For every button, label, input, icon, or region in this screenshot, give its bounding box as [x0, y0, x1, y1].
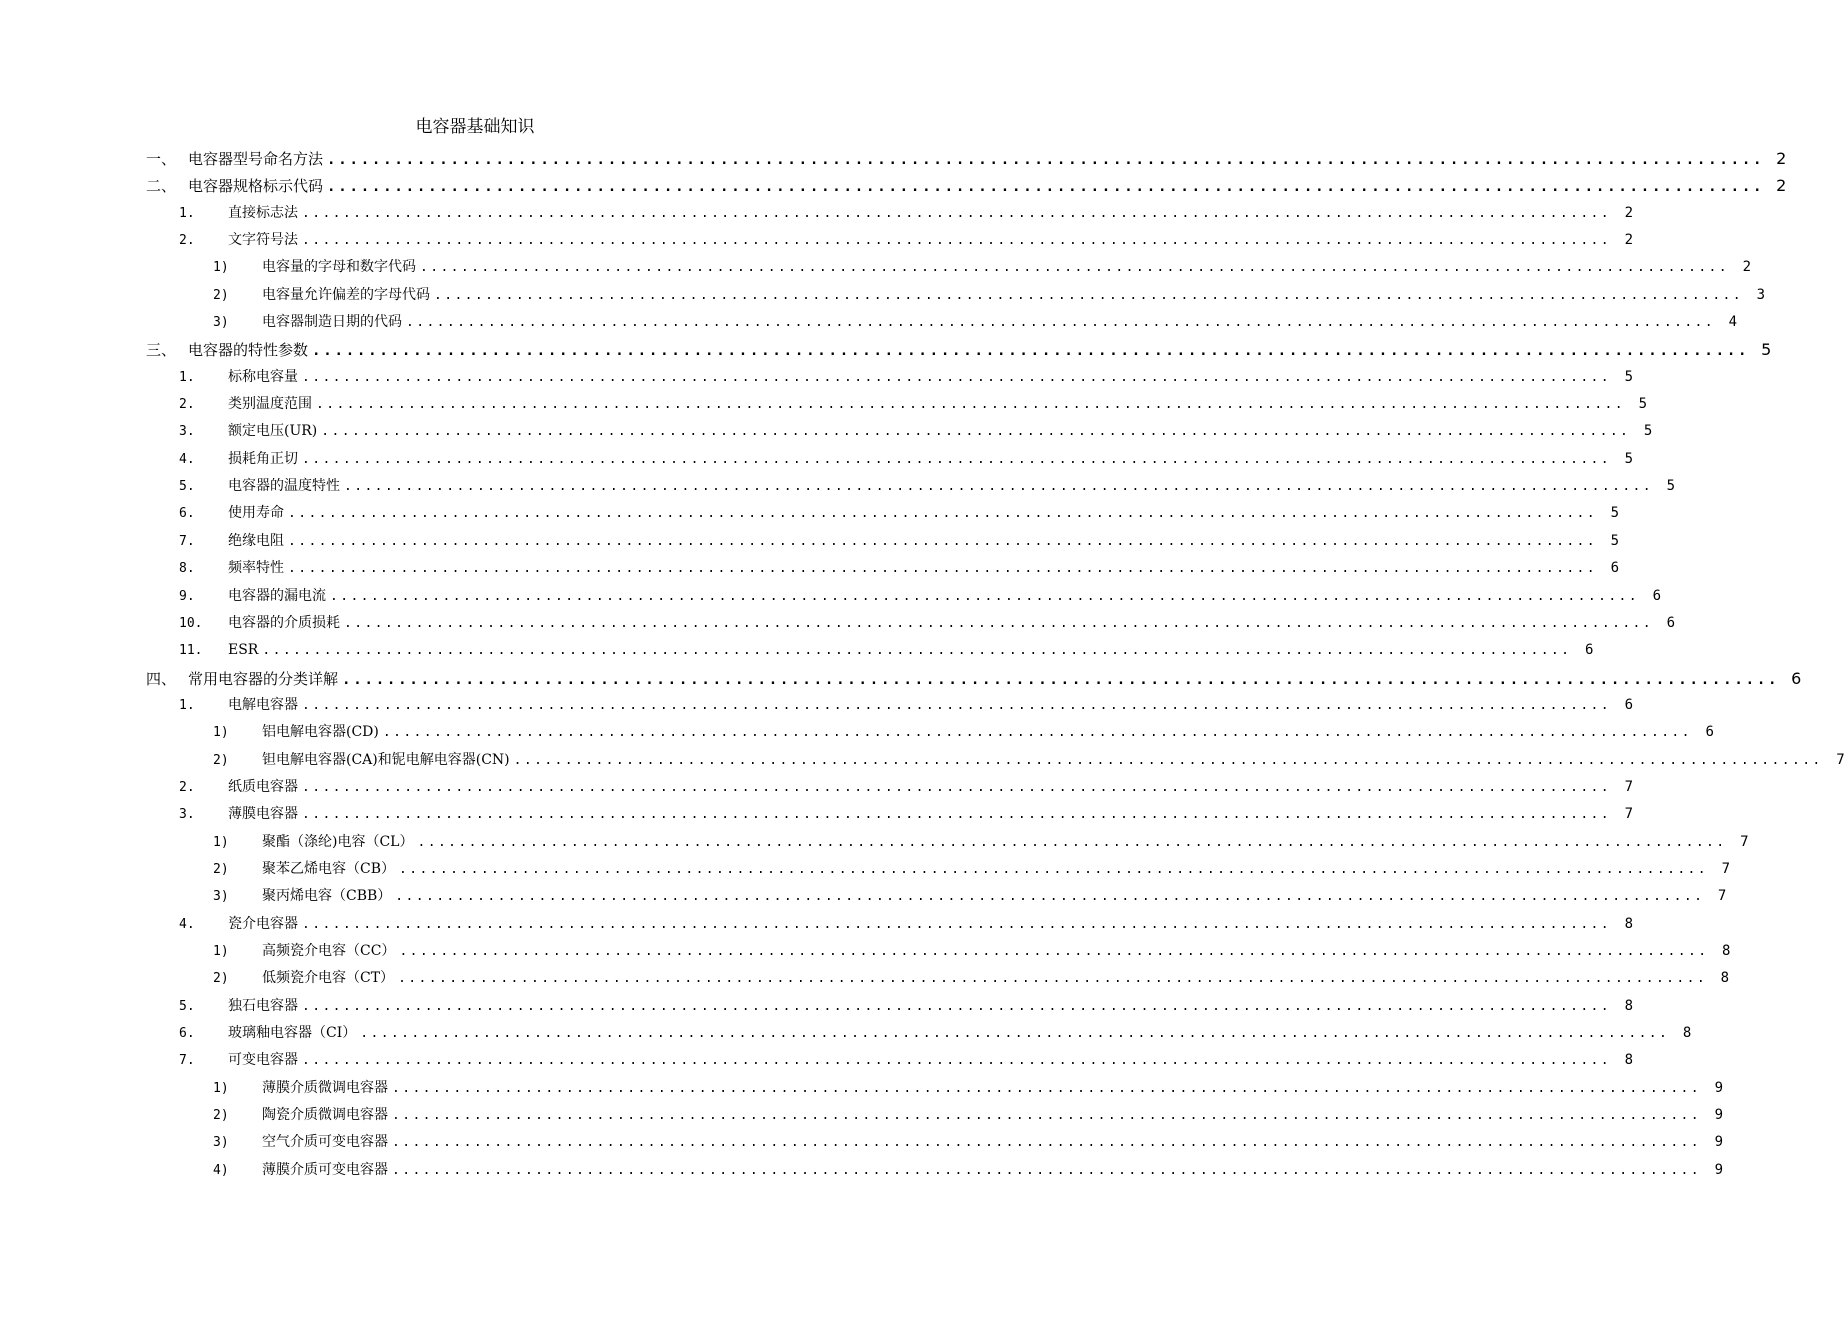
toc-entry-page-number: 6 — [1791, 668, 1802, 688]
toc-entry-title: 高频瓷介电容（CC） — [262, 942, 396, 959]
toc-entry-title: 薄膜介质可变电容器 — [262, 1161, 388, 1178]
toc-dot-leader: ................................................................................................................................ — [417, 834, 1727, 850]
table-of-contents — [0, 145, 1845, 1184]
toc-entry-page-number: 2 — [1624, 204, 1634, 221]
toc-entry-page-number: 7 — [1721, 860, 1731, 877]
toc-entry[interactable] — [0, 200, 1634, 227]
toc-entry-title: 薄膜介质微调电容器 — [262, 1079, 388, 1096]
toc-dot-leader: ................................................................................................................................ — [302, 998, 1612, 1014]
toc-entry[interactable] — [0, 856, 1731, 883]
toc-entry[interactable] — [0, 965, 1730, 992]
toc-entry-title: 陶瓷介质微调电容器 — [262, 1107, 388, 1124]
toc-entry-number: 5. — [179, 998, 195, 1014]
toc-dot-leader: ................................................................................................................................ — [288, 506, 1598, 522]
toc-entry[interactable] — [0, 227, 1634, 254]
toc-entry[interactable] — [0, 418, 1653, 445]
toc-entry-title: 电容量允许偏差的字母代码 — [262, 286, 430, 303]
toc-entry-title: 电容器的温度特性 — [228, 478, 340, 495]
toc-entry-title: 电容器制造日期的代码 — [262, 314, 402, 331]
toc-dot-leader: ................................................................................................................................ — [302, 697, 1612, 713]
toc-entry-page-number: 5 — [1610, 505, 1620, 522]
toc-entry-page-number: 9 — [1714, 1107, 1724, 1124]
toc-entry[interactable] — [0, 583, 1662, 610]
toc-entry-number: 1. — [179, 697, 195, 713]
toc-entry-title: 频率特性 — [228, 560, 284, 577]
toc-entry[interactable] — [0, 911, 1634, 938]
toc-entry-page-number: 6 — [1584, 642, 1594, 659]
toc-entry-title: 损耗角正切 — [228, 450, 298, 467]
toc-entry[interactable] — [0, 1102, 1724, 1129]
toc-entry[interactable] — [0, 1047, 1634, 1074]
toc-entry-number: 1) — [213, 1080, 229, 1096]
toc-entry-number: 3. — [179, 424, 195, 440]
toc-dot-leader: ................................................................................................................................ — [344, 479, 1654, 495]
toc-entry-number: 10. — [179, 615, 203, 631]
toc-entry[interactable] — [0, 1020, 1692, 1047]
toc-entry-page-number: 2 — [1624, 232, 1634, 249]
toc-dot-leader: ................................................................................................................................ — [302, 451, 1612, 467]
toc-entry[interactable] — [0, 637, 1594, 664]
toc-entry-number: 6. — [179, 506, 195, 522]
toc-dot-leader: ................................................................................................................................ — [288, 561, 1598, 577]
toc-entry-number: 2. — [179, 779, 195, 795]
toc-entry-number: 2) — [213, 752, 229, 768]
toc-dot-leader: ................................................................................................................................ — [330, 588, 1640, 604]
toc-entry-page-number: 4 — [1728, 314, 1738, 331]
toc-entry-title: 聚酯（涤纶)电容（CL） — [262, 833, 414, 850]
toc-entry-title: 电容器的特性参数 — [188, 341, 309, 360]
toc-entry-page-number: 6 — [1705, 724, 1714, 741]
toc-entry-title: 电容器的介质损耗 — [228, 614, 340, 631]
toc-dot-leader: ................................................................................................................................ — [398, 971, 1708, 987]
toc-entry-number: 1) — [213, 725, 229, 741]
toc-entry[interactable] — [0, 1075, 1724, 1102]
toc-entry-page-number: 5 — [1761, 340, 1772, 360]
toc-dot-leader: ................................................................................................................................ — [302, 369, 1612, 385]
toc-dot-leader: ................................................................................................................................ — [342, 671, 1780, 688]
toc-entry-number: 4. — [179, 451, 195, 467]
toc-entry[interactable] — [0, 364, 1634, 391]
toc-entry[interactable] — [0, 993, 1634, 1020]
toc-entry-title: 电容器规格标示代码 — [188, 177, 324, 196]
toc-entry[interactable] — [0, 719, 1714, 746]
toc-entry-page-number: 8 — [1624, 997, 1634, 1014]
toc-entry-page-number: 8 — [1720, 970, 1730, 987]
toc-dot-leader: ................................................................................................................................ — [392, 1135, 1702, 1151]
toc-entry-page-number: 9 — [1714, 1134, 1724, 1151]
toc-dot-leader: ................................................................................................................................ — [513, 752, 1823, 768]
toc-entry[interactable] — [0, 938, 1731, 965]
toc-entry-title: 薄膜电容器 — [228, 806, 298, 823]
toc-entry-number: 4. — [179, 916, 195, 932]
toc-entry-page-number: 5 — [1610, 532, 1620, 549]
toc-dot-leader: ................................................................................................................................ — [434, 287, 1744, 303]
toc-entry[interactable] — [0, 528, 1620, 555]
toc-entry-page-number: 7 — [1717, 888, 1727, 905]
toc-dot-leader: ................................................................................................................................ — [392, 1162, 1702, 1178]
toc-entry-title: 聚丙烯电容（CBB） — [262, 888, 392, 905]
toc-entry-title: 文字符号法 — [228, 232, 298, 249]
toc-dot-leader: ................................................................................................................................ — [382, 725, 1692, 741]
toc-dot-leader: ................................................................................................................................ — [392, 1108, 1702, 1124]
toc-entry-number: 3) — [213, 1135, 229, 1151]
toc-entry-page-number: 5 — [1624, 450, 1634, 467]
toc-entry-page-number: 6 — [1652, 587, 1662, 604]
toc-entry-title: 类别温度范围 — [228, 396, 312, 413]
toc-entry-number: 3. — [179, 807, 195, 823]
toc-dot-leader: ................................................................................................................................ — [302, 205, 1612, 221]
toc-entry-title: 额定电压(UR) — [228, 423, 318, 440]
toc-dot-leader: ................................................................................................................................ — [399, 943, 1709, 959]
toc-dot-leader: ................................................................................................................................ — [327, 152, 1765, 168]
toc-entry-number: 2. — [179, 233, 195, 249]
toc-entry-number: 2. — [179, 397, 195, 413]
toc-dot-leader: ................................................................................................................................ — [302, 807, 1612, 823]
toc-entry-title: 瓷介电容器 — [228, 915, 298, 932]
toc-entry-page-number: 5 — [1638, 396, 1648, 413]
toc-dot-leader: ................................................................................................................................ — [302, 233, 1612, 249]
toc-entry[interactable] — [0, 801, 1634, 828]
toc-entry-page-number: 6 — [1610, 560, 1620, 577]
toc-entry-page-number: 8 — [1624, 1052, 1634, 1069]
toc-entry-page-number: 9 — [1714, 1079, 1724, 1096]
toc-entry-page-number: 7 — [1740, 833, 1749, 850]
toc-entry-number: 2) — [213, 971, 229, 987]
toc-dot-leader: ................................................................................................................................ — [312, 343, 1750, 360]
toc-entry-number: 7. — [179, 533, 195, 549]
toc-entry-page-number: 7 — [1624, 806, 1634, 823]
toc-entry-number: 9. — [179, 588, 195, 604]
toc-entry-title: ESR — [228, 642, 259, 659]
toc-entry-page-number: 8 — [1682, 1025, 1692, 1041]
toc-entry[interactable] — [0, 610, 1676, 637]
toc-entry[interactable] — [0, 747, 1845, 774]
toc-entry-page-number: 7 — [1836, 751, 1845, 768]
toc-entry-number: 5. — [179, 479, 195, 495]
toc-entry-number: 11. — [179, 643, 203, 659]
toc-entry-title: 常用电容器的分类详解 — [188, 669, 339, 688]
toc-entry-number: 一、 — [146, 150, 177, 168]
toc-entry-title: 电容量的字母和数字代码 — [262, 259, 416, 276]
toc-entry-title: 钽电解电容器(CA)和铌电解电容器(CN) — [262, 751, 510, 768]
toc-dot-leader: ................................................................................................................................ — [395, 889, 1705, 905]
toc-dot-leader: ................................................................................................................................ — [288, 533, 1598, 549]
toc-entry-title: 电解电容器 — [228, 696, 298, 713]
toc-entry[interactable] — [0, 282, 1766, 309]
toc-entry[interactable] — [0, 1129, 1724, 1156]
toc-entry-page-number: 9 — [1714, 1161, 1724, 1178]
toc-entry[interactable] — [0, 829, 1749, 856]
toc-entry[interactable] — [0, 774, 1634, 801]
toc-entry-title: 纸质电容器 — [228, 778, 298, 795]
toc-entry-title: 直接标志法 — [228, 204, 298, 221]
toc-entry-number: 1) — [213, 260, 229, 276]
toc-entry-number: 1. — [179, 205, 195, 221]
toc-entry[interactable] — [0, 145, 1787, 172]
toc-entry-title: 空气介质可变电容器 — [262, 1134, 388, 1151]
toc-entry-title: 可变电容器 — [228, 1052, 298, 1069]
toc-dot-leader: ................................................................................................................................ — [316, 397, 1626, 413]
toc-entry[interactable] — [0, 336, 1772, 363]
toc-entry[interactable] — [0, 309, 1738, 336]
toc-entry[interactable] — [0, 692, 1634, 719]
toc-entry-title: 玻璃釉电容器（CI） — [228, 1025, 357, 1041]
toc-entry-page-number: 6 — [1624, 696, 1634, 713]
toc-entry-number: 四、 — [146, 669, 177, 688]
toc-entry-number: 1. — [179, 369, 195, 385]
toc-entry[interactable] — [0, 500, 1620, 527]
toc-entry[interactable] — [0, 391, 1648, 418]
toc-entry-page-number: 7 — [1624, 778, 1634, 795]
toc-dot-leader: ................................................................................................................................ — [327, 179, 1765, 196]
toc-entry[interactable] — [0, 883, 1727, 910]
toc-dot-leader: ................................................................................................................................ — [406, 315, 1716, 331]
toc-entry-number: 二、 — [146, 177, 177, 196]
toc-entry-title: 独石电容器 — [228, 997, 298, 1014]
toc-entry-page-number: 5 — [1643, 423, 1653, 440]
toc-dot-leader: ................................................................................................................................ — [392, 1080, 1702, 1096]
toc-entry-number: 4) — [213, 1162, 229, 1178]
toc-dot-leader: ................................................................................................................................ — [399, 861, 1709, 877]
toc-entry-title: 使用寿命 — [228, 505, 284, 522]
toc-dot-leader: ................................................................................................................................ — [344, 615, 1654, 631]
toc-entry-title: 标称电容量 — [228, 368, 298, 385]
toc-entry-number: 三、 — [146, 341, 177, 360]
toc-entry-page-number: 5 — [1624, 368, 1634, 385]
toc-entry-page-number: 5 — [1666, 478, 1676, 495]
toc-dot-leader: ................................................................................................................................ — [420, 260, 1730, 276]
toc-dot-leader: ................................................................................................................................ — [321, 424, 1631, 440]
toc-entry-number: 7. — [179, 1053, 195, 1069]
toc-entry-page-number: 8 — [1722, 942, 1731, 959]
toc-entry-number: 2) — [213, 287, 229, 303]
toc-entry-page-number: 8 — [1624, 915, 1634, 932]
toc-entry-page-number: 2 — [1742, 259, 1752, 276]
toc-dot-leader: ................................................................................................................................ — [302, 1053, 1612, 1069]
toc-entry-number: 1) — [213, 834, 229, 850]
toc-entry[interactable] — [0, 172, 1787, 199]
toc-entry-title: 低频瓷介电容（CT） — [262, 970, 395, 987]
toc-entry[interactable] — [0, 446, 1634, 473]
toc-entry-page-number: 6 — [1666, 614, 1676, 631]
toc-entry[interactable] — [0, 254, 1752, 281]
toc-entry-title: 绝缘电阻 — [228, 532, 284, 549]
document-title: 电容器基础知识 — [415, 117, 535, 137]
toc-dot-leader: ................................................................................................................................ — [360, 1026, 1670, 1041]
toc-dot-leader: ................................................................................................................................ — [302, 779, 1612, 795]
toc-entry-number: 3) — [213, 315, 229, 331]
toc-entry-page-number: 2 — [1776, 149, 1787, 168]
toc-entry[interactable] — [0, 473, 1676, 500]
toc-entry-number: 2) — [213, 861, 229, 877]
toc-entry-page-number: 2 — [1776, 176, 1787, 196]
toc-entry-page-number: 3 — [1756, 286, 1766, 303]
toc-entry[interactable] — [0, 1157, 1724, 1184]
toc-entry[interactable] — [0, 555, 1620, 582]
toc-entry-number: 2) — [213, 1108, 229, 1124]
toc-entry-number: 1) — [213, 943, 229, 959]
toc-entry-number: 3) — [213, 889, 229, 905]
toc-entry-title: 铝电解电容器(CD) — [262, 724, 379, 741]
toc-entry-title: 电容器型号命名方法 — [188, 150, 324, 168]
toc-entry-title: 电容器的漏电流 — [228, 587, 326, 604]
toc-entry-title: 聚苯乙烯电容（CB） — [262, 860, 395, 877]
toc-dot-leader: ................................................................................................................................ — [302, 916, 1612, 932]
toc-entry-number: 6. — [179, 1026, 195, 1041]
toc-dot-leader: ................................................................................................................................ — [262, 643, 1572, 659]
toc-entry-number: 8. — [179, 561, 195, 577]
toc-entry[interactable] — [0, 665, 1802, 692]
